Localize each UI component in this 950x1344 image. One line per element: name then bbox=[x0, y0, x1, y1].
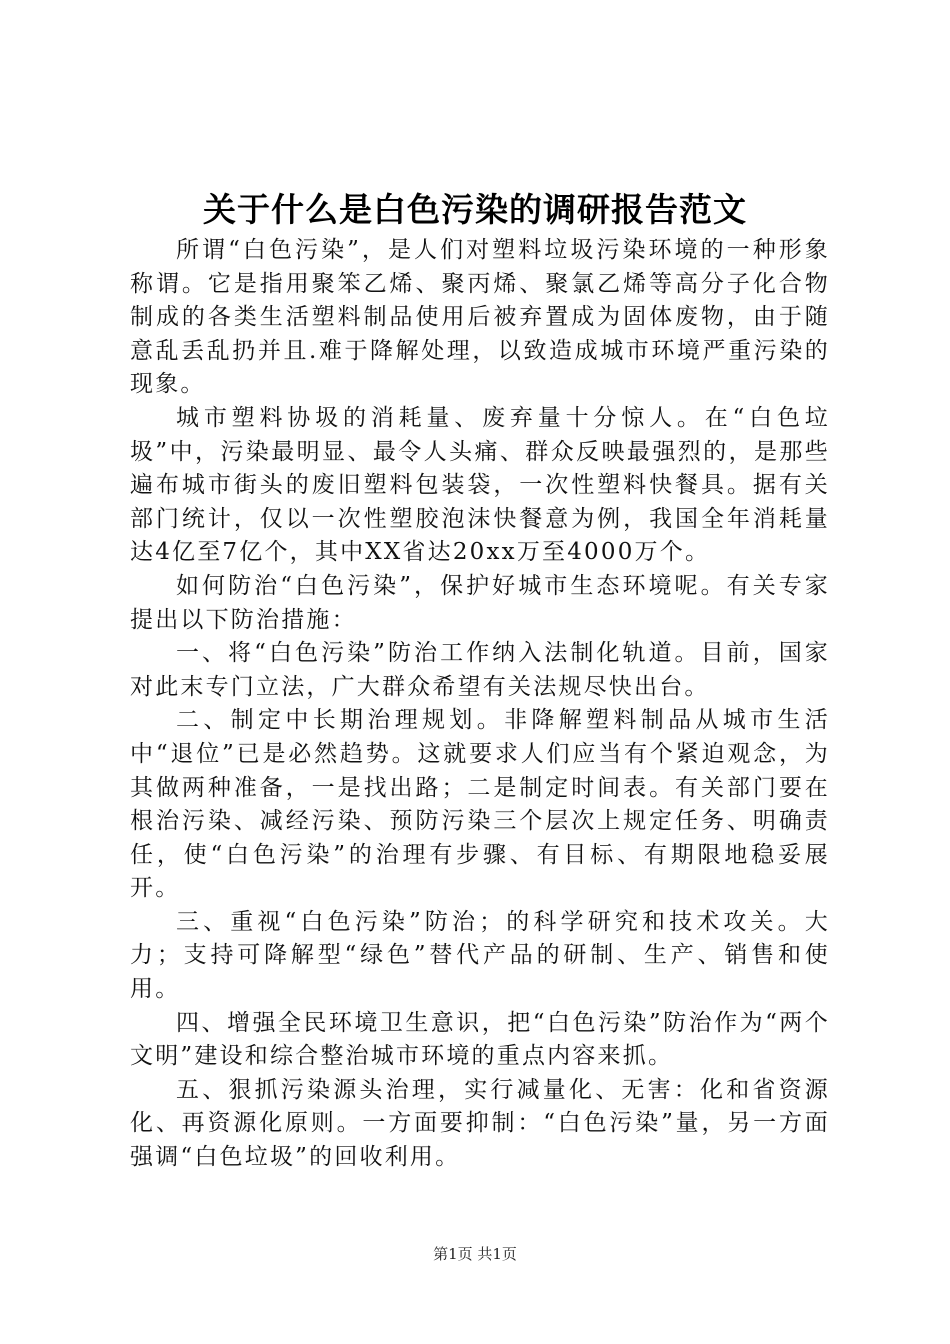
paragraph-intro: 所谓“白色污染”，是人们对塑料垃圾污染环境的一种形象称谓。它是指用聚笨乙烯、聚丙烯、聚氯乙烯等高分子化合物制成的各类生活塑料制品使用后被弃置成为固体废物，由于随意乱丢乱扔并且.难于降解处理，以致造成城市环境严重污染的现象。 bbox=[130, 237, 830, 398]
paragraph-measure-5: 五、狠抓污染源头治理，实行减量化、无害：化和省资源化、再资源化原则。一方面要抑制：“白色污染”量，另一方面强调“白色垃圾”的回收利用。 bbox=[130, 1076, 830, 1171]
document-body bbox=[130, 234, 830, 1175]
paragraph-measure-3: 三、重视“白色污染”防治；的科学研究和技术攻关。大力；支持可降解型“绿色”替代产品的研制、生产、销售和使用。 bbox=[130, 908, 830, 1003]
paragraph-measure-2: 二、制定中长期治理规划。非降解塑料制品从城市生活中“退位”已是必然趋势。这就要求人们应当有个紧迫观念，为其做两种准备，一是找出路；二是制定时间表。有关部门要在根治污染、减经污染、预防污染三个层次上规定任务、明确责任，使“白色污染”的治理有步骤、有目标、有期限地稳妥展开。 bbox=[130, 707, 830, 902]
paragraph-measure-1: 一、将“白色污染”防治工作纳入法制化轨道。目前，国家对此末专门立法，广大群众希望有关法规尽快出台。 bbox=[130, 640, 830, 700]
paragraph-consumption: 城市塑料协圾的消耗量、废弃量十分惊人。在“白色垃圾”中，污染最明显、最令人头痛、群众反映最强烈的，是那些遍布城市街头的废旧塑料包装袋，一次性塑料快餐具。据有关部门统计，仅以一次性塑胶泡沫快餐意为例，我国全年消耗量达4亿至7亿个，其中XX省达20xx万至4000万个。 bbox=[130, 404, 830, 566]
page-number-footer: 第1页 共1页 bbox=[433, 1245, 517, 1263]
document-title: 关于什么是白色污染的调研报告范文 bbox=[203, 190, 747, 229]
paragraph-measure-4: 四、增强全民环境卫生意识，把“白色污染”防治作为“两个文明”建设和综合整治城市环境的重点内容来抓。 bbox=[130, 1009, 830, 1070]
paragraph-question: 如何防治“白色污染”，保护好城市生态环境呢。有关专家提出以下防治措施： bbox=[130, 572, 830, 633]
